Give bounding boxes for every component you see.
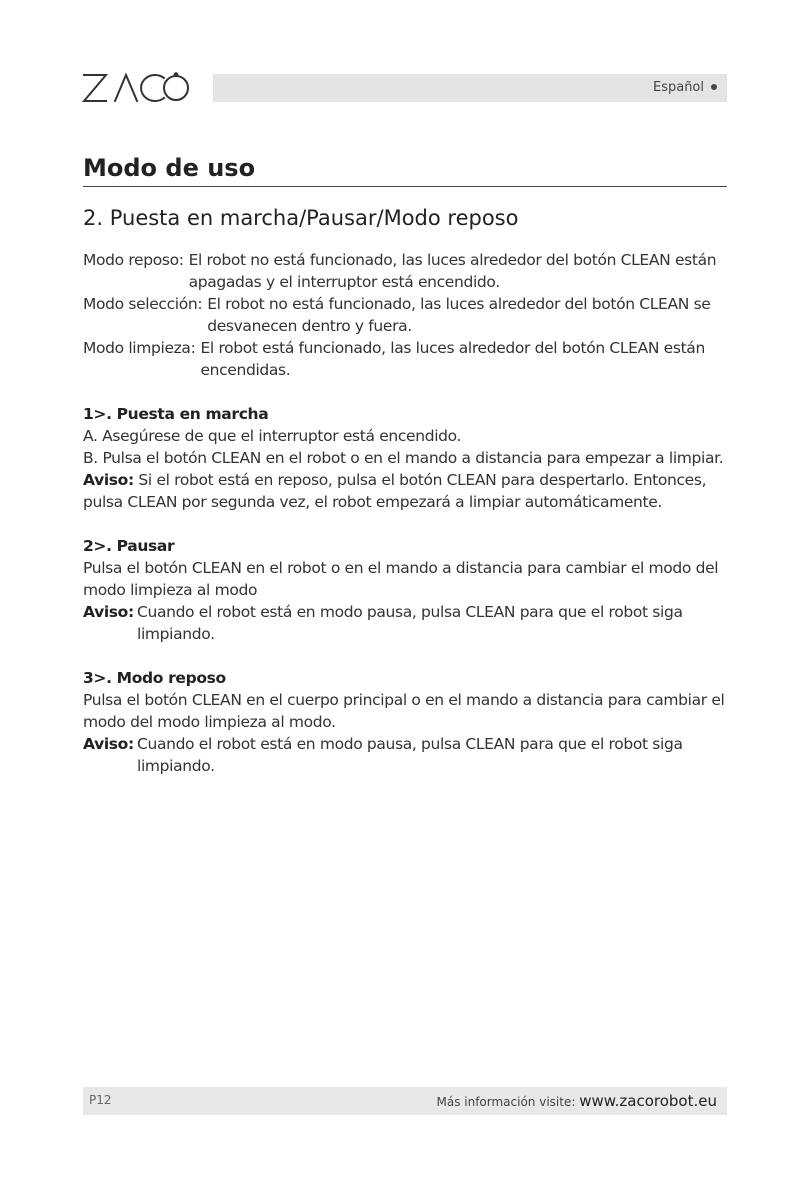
aviso-label: Aviso: [83, 471, 134, 489]
mode-description: El robot no está funcionado, las luces alrededor del botón CLEAN están apagadas y el interruptor está encendido. [188, 251, 717, 291]
aviso-label: Aviso: [83, 603, 134, 621]
page-number: P12 [89, 1093, 112, 1107]
aviso-note [83, 469, 731, 513]
aviso-text: Cuando el robot está en modo pausa, pulsa CLEAN para que el robot siga limpiando. [137, 603, 683, 643]
mode-term: Modo limpieza: [83, 339, 196, 357]
subsection-title: 1>. Puesta en marcha [83, 405, 269, 423]
section-title: 2. Puesta en marcha/Pausar/Modo reposo [83, 206, 519, 230]
pause-body: Pulsa el botón CLEAN en el robot o en el mando a distancia para cambiar el modo del modo limpieza al modo [83, 559, 719, 599]
mode-definition [83, 293, 731, 337]
footer-info-label: Más información visite: [436, 1095, 576, 1109]
footer-info [436, 1092, 717, 1110]
mode-definition [83, 249, 731, 293]
mode-term: Modo reposo: [83, 251, 184, 269]
subsection-title: 2>. Pausar [83, 537, 175, 555]
language-label: Español [652, 80, 704, 95]
step-a: A. Asegúrese de que el interruptor está encendido. [83, 427, 462, 445]
mode-term: Modo selección: [83, 295, 203, 313]
aviso-text: Cuando el robot está en modo pausa, pulsa CLEAN para que el robot siga limpiando. [137, 735, 683, 775]
mode-description: El robot está funcionado, las luces alrededor del botón CLEAN están encendidas. [200, 339, 705, 379]
bullet-dot-icon [711, 84, 717, 90]
step-b: B. Pulsa el botón CLEAN en el robot o en el mando a distancia para empezar a limpiar. [83, 449, 724, 467]
aviso-note [83, 733, 731, 777]
mode-description: El robot no está funcionado, las luces alrededor del botón CLEAN se desvanecen dentro y fuera. [207, 295, 711, 335]
sleep-body: Pulsa el botón CLEAN en el cuerpo principal o en el mando a distancia para cambiar el modo del modo limpieza al modo. [83, 691, 725, 731]
aviso-note [83, 601, 731, 645]
website-link[interactable]: www.zacorobot.eu [579, 1092, 717, 1110]
aviso-text: Si el robot está en reposo, pulsa el botón CLEAN para despertarlo. Entonces, pulsa CLEAN por segunda vez, el robot empezará a limpiar automáticamente. [83, 471, 707, 511]
mode-definition [83, 337, 731, 381]
content-body [83, 249, 731, 777]
language-indicator [653, 80, 717, 95]
subsection-title: 3>. Modo reposo [83, 669, 226, 687]
zaco-logo [82, 70, 190, 106]
page-title: Modo de uso [83, 154, 256, 182]
footer-bar [83, 1087, 727, 1115]
title-divider [83, 186, 727, 187]
header-bar [213, 74, 727, 102]
aviso-label: Aviso: [83, 735, 134, 753]
